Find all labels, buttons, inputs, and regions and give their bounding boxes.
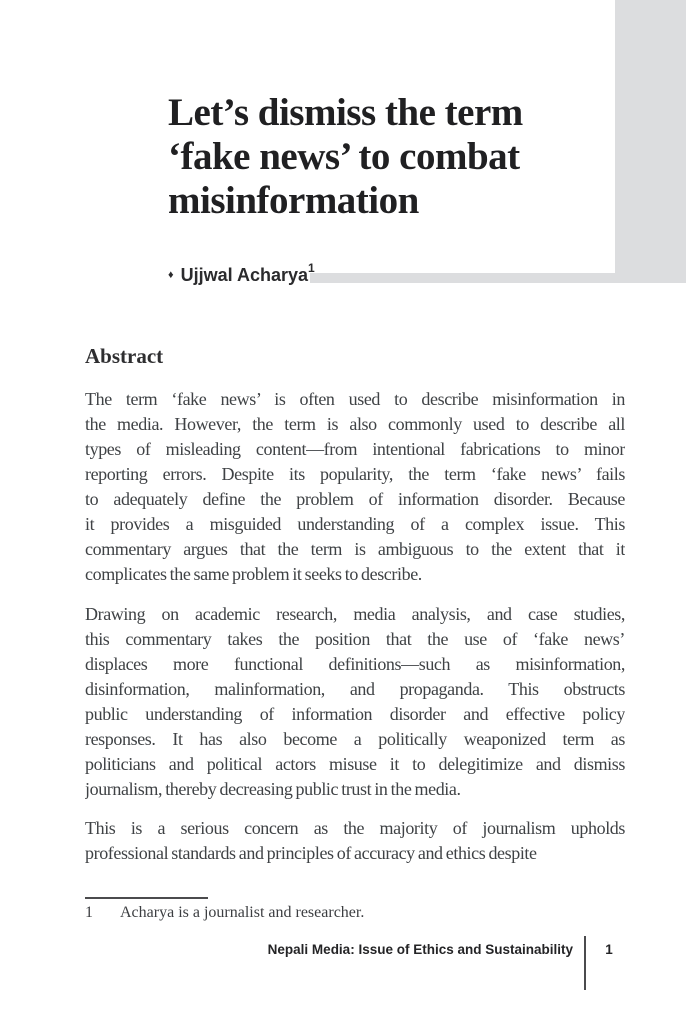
text-line: journalism, thereby decreasing public trust in the media. [85, 779, 461, 799]
footnote-number: 1 [85, 904, 93, 921]
text-line: displaces more functional definitions—such as misinformation, [85, 654, 625, 674]
text-line: ‘fake news’ to combat [168, 135, 520, 178]
author-line [168, 263, 315, 286]
footnote [85, 904, 625, 922]
text-line: Let’s dismiss the term [168, 91, 523, 134]
footer-page-number: 1 [605, 942, 613, 957]
text-line: responses. It has also become a politically weaponized term as [85, 729, 625, 749]
text-line: professional standards and principles of accuracy and ethics despite [85, 843, 537, 863]
text-line: reporting errors. Despite its popularity, the term ‘fake news’ fails [85, 464, 625, 484]
text-line: public understanding of information disorder and effective policy [85, 704, 625, 724]
abstract-paragraph-3 [85, 816, 625, 866]
decorative-gray-bar-vertical [615, 0, 686, 283]
text-line: misinformation [168, 179, 419, 222]
text-line: Drawing on academic research, media analysis, and case studies, [85, 604, 625, 624]
footnote-separator-rule [85, 897, 208, 899]
diamond-bullet-icon: ♦ [168, 269, 174, 281]
text-line: politicians and political actors misuse it to delegitimize and dismiss [85, 754, 625, 774]
abstract-paragraph-1 [85, 387, 625, 587]
footnote-text: Acharya is a journalist and researcher. [120, 904, 365, 921]
text-line: disinformation, malinformation, and propaganda. This obstructs [85, 679, 625, 699]
author-name: Ujjwal Acharya [180, 265, 309, 285]
article-title [168, 91, 608, 223]
text-line: complicates the same problem it seeks to describe. [85, 564, 422, 584]
decorative-gray-bar-horizontal [310, 273, 686, 283]
text-line: types of misleading content—from intentional fabrications to minor [85, 439, 625, 459]
text-line: to adequately define the problem of information disorder. Because [85, 489, 625, 509]
footer-book-title: Nepali Media: Issue of Ethics and Sustainability [267, 942, 573, 957]
text-line: commentary argues that the term is ambiguous to the extent that it [85, 539, 625, 559]
text-line: this commentary takes the position that the use of ‘fake news’ [85, 629, 625, 649]
text-line: The term ‘fake news’ is often used to describe misinformation in [85, 389, 625, 409]
text-line: the media. However, the term is also commonly used to describe all [85, 414, 625, 434]
text-line: it provides a misguided understanding of a complex issue. This [85, 514, 625, 534]
author-footnote-ref: 1 [308, 261, 315, 275]
abstract-heading: Abstract [85, 344, 164, 368]
text-line: This is a serious concern as the majority of journalism upholds [85, 818, 625, 838]
footer-divider-bar [584, 936, 586, 990]
abstract-paragraph-2 [85, 602, 625, 802]
